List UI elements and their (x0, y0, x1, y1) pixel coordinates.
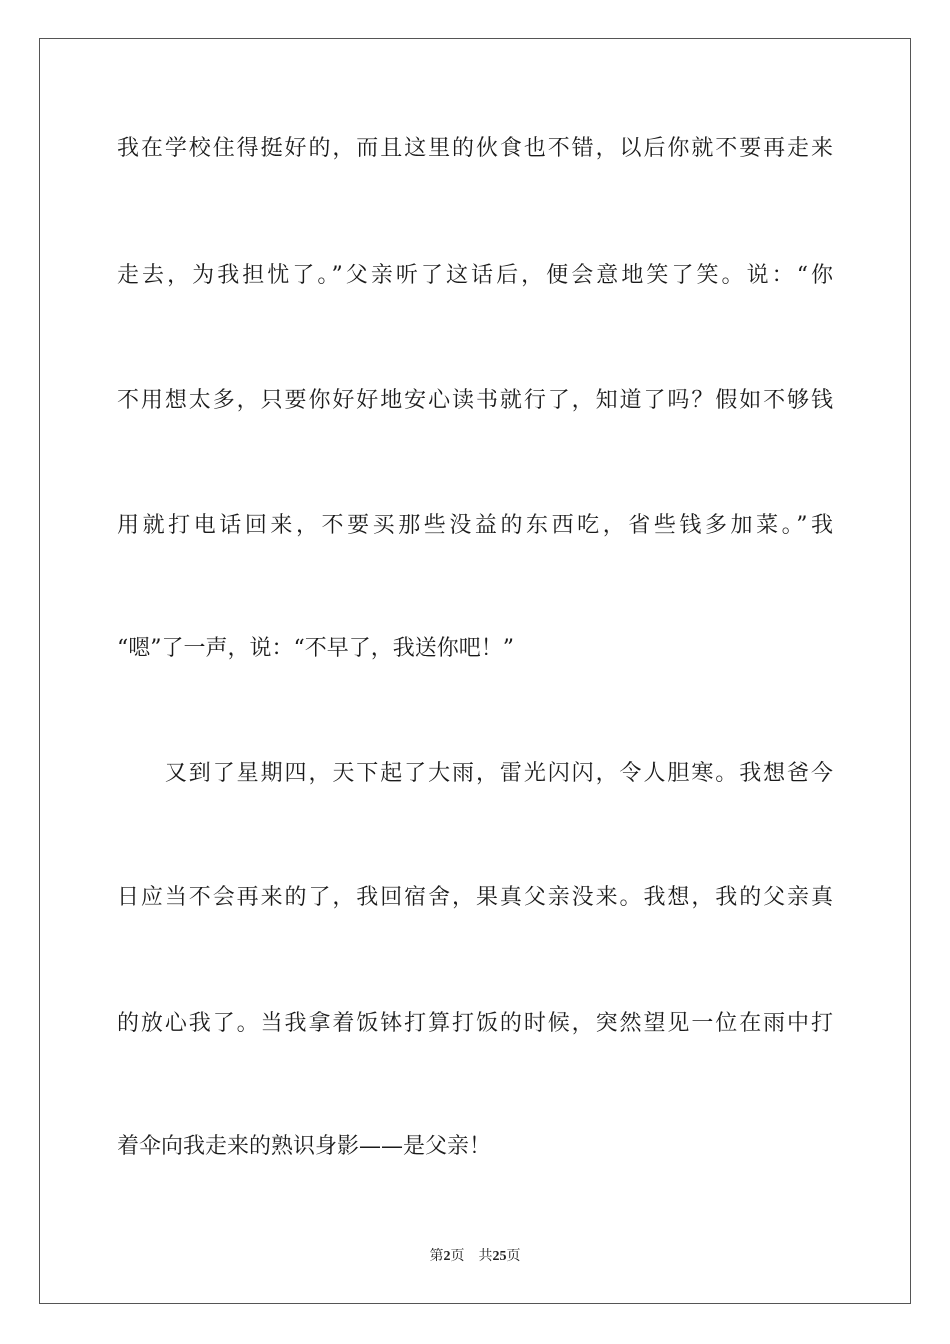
text-line-8: 的放心我了。当我拿着饭钵打算打饭的时候，突然望见一位在雨中打 (117, 1011, 833, 1036)
footer-page-number: 2 (443, 1249, 451, 1264)
text-line-9: 着伞向我走来的熟识身影——是父亲！ (117, 1134, 492, 1159)
text-line-7: 日应当不会再来的了，我回宿舍，果真父亲没来。我想，我的父亲真 (117, 885, 833, 910)
text-line-1: 我在学校住得挺好的，而且这里的伙食也不错，以后你就不要再走来 (117, 136, 833, 161)
footer-total-pages: 25 (492, 1249, 507, 1264)
page-frame (39, 38, 911, 1304)
page-footer (0, 1247, 950, 1266)
footer-prefix: 第 (429, 1248, 444, 1264)
text-line-4: 用就打电话回来，不要买那些没益的东西吃，省些钱多加菜。”我 (117, 513, 833, 538)
footer-middle: 页 共 (450, 1248, 493, 1264)
text-line-5: “嗯”了一声，说：“不早了，我送你吧！” (117, 636, 514, 661)
text-line-2: 走去，为我担忧了。”父亲听了这话后，便会意地笑了笑。说：“你 (117, 263, 833, 288)
footer-suffix: 页 (506, 1248, 521, 1264)
text-line-3: 不用想太多，只要你好好地安心读书就行了，知道了吗？假如不够钱 (117, 388, 833, 413)
text-line-6: 又到了星期四，天下起了大雨，雷光闪闪，令人胆寒。我想爸今 (117, 761, 833, 786)
